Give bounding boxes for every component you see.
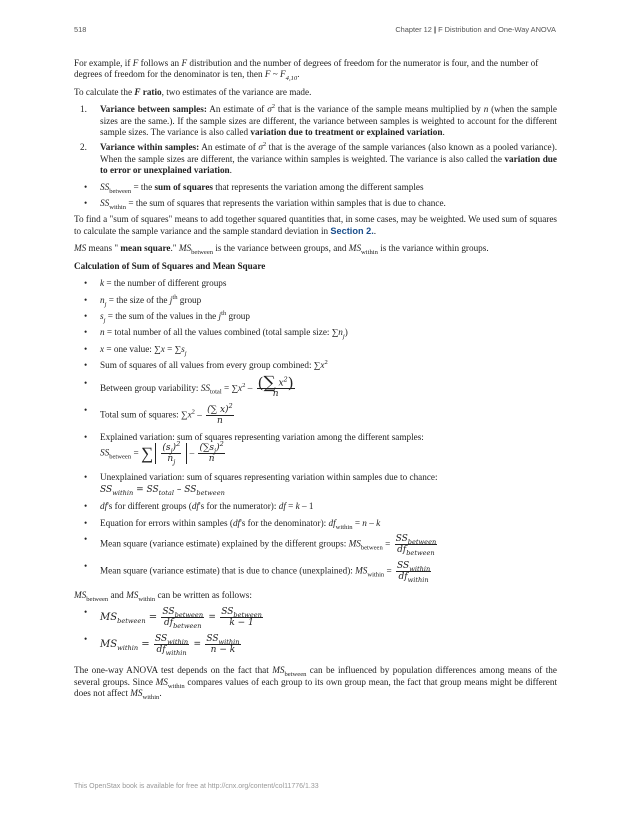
page-content [74,58,557,706]
ms-between-f1: $SS_{between}$ $df_{between}$ [162,607,204,631]
ms-within-formula: • $MS_{within}$ = $SS_{within}$ $df_{within}$ = $SS_{within}$ n − k [74,634,557,655]
ms-paragraph: MS means " mean square." $MS_{between}$ is the variance between groups, and $MS_{within}$ is the variance within groups. [74,243,489,257]
chapter-header [395,25,556,34]
sj-fraction: $\frac{(s_j)^2}{n_j}$ [162,440,181,467]
ms-between-def: • Mean square (variance estimate) explained by the different groups: $MS_{between}$ = $SS_{between}$ $df_{between}$ [74,534,557,555]
written-paragraph: $MS_{between}$ and $MS_{within}$ can be written as follows: [74,590,252,603]
header-separator: | [433,25,437,34]
def-sj: • $s_j$ = the sum of the values in the $j^{th}$ group [74,311,557,322]
ms-between-fraction: $SS_{between}$ $df_{between}$ [395,534,437,557]
def-n: • n = total number of all the values combined (total sample size: $\sum n_j$) [74,327,557,338]
total-ss-fraction: $\frac{(\sum x^2)}{n}$ [257,372,294,400]
unexplained-variation: • Unexplained variation: sum of squares representing variation within samples due to chance: $SS_{within} = SS_{total} - SS_{between}$ [74,472,557,496]
sum-squares-paragraph: To find a "sum of squares" means to add together squared quantities that, in some cases, may be weighted. We used sum of squares to calculate the sample variance and the sample standard deviation in Section 2.. [74,214,557,236]
between-group-variability: • Between group variability: $SS_{total} = \sum x^2$ – $\frac{(\sum x^2)}{n}$ [74,378,557,400]
chapter-label: Chapter 12 [395,25,432,34]
def-nj: • $n_j$ = the size of the $j^{th}$ group [74,295,557,306]
ms-within-f2: $SS_{within}$ n − k [206,634,240,656]
calc-f-paragraph: To calculate the F ratio, two estimates of the variance are made. [74,86,312,97]
section-link[interactable]: Section 2. [330,225,374,236]
section-heading: Calculation of Sum of Squares and Mean Square [74,260,266,271]
tss-fraction: $\frac{(\sum x)^2}{n}$ [207,402,233,427]
ms-within-f1: $SS_{within}$ $df_{within}$ [154,634,189,658]
intro-paragraph: For example, if F follows an F distribution and the number of degrees of freedom for the numerator is four, and the number of degrees of freedom for the denominator is ten, then F ~ $F_{4,10}$. [74,58,539,83]
df-within: • Equation for errors within samples (df's for the denominator): $df_{within} = n - k$ [74,518,557,529]
sj-total-fraction: $\frac{(\sum s_j)^2}{n}$ [199,440,224,465]
ss-between-item: • $SS_{between}$ = the sum of squares that represents the variation among the different samples [74,182,557,193]
ms-within-fraction: $SS_{within}$ $df_{within}$ [397,561,431,584]
ms-within-def: • Mean square (variance estimate) that is due to chance (unexplained): $MS_{within}$ = $SS_{within}$ $df_{within}$ [74,561,557,582]
list-item: 2. Variance within samples: An estimate of $\sigma^2$ that is the average of the sample variances (also known as a pooled variance). When the sample sizes are different, the variance within samples is weighted. The variance is also called the variation due to error or unexplained variation. [80,141,557,176]
ss-between-bracket [155,440,187,467]
def-x: • x = one value: $\sum x = \sum s_j$ [74,344,557,355]
variance-list [74,104,557,176]
def-sum-squares: • Sum of squares of all values from every group combined: $\sum x^2$ [74,360,557,371]
df-groups: • df's for different groups (df's for the numerator): df = k – 1 [74,501,557,512]
def-k: • k = the number of different groups [74,278,557,289]
ms-between-formula: • $MS_{between}$ = $SS_{between}$ $df_{between}$ = $SS_{between}$ k − 1 [74,607,557,628]
ms-between-f2: $SS_{between}$ k − 1 [221,607,262,629]
page-number: 518 [74,25,87,34]
explained-variation: • Explained variation: sum of squares representing variation among the different samples: $SS_{between}$ = ∑ $\frac{(s_j)^2}{n_j}$ – $\frac{(\sum s_j)^2}{n}$ [74,432,557,464]
page-footer: This OpenStax book is available for free at http://cnx.org/content/col11776/1.33 [74,783,319,790]
final-paragraph: The one-way ANOVA test depends on the fact that $MS_{between}$ can be influenced by population differences among means of the several groups. Since $MS_{within}$ compares values of each group to its own group mean, the fact that group means might be different does not affect $MS_{within}$. [74,665,557,702]
list-item: 1. Variance between samples: An estimate of $\sigma^2$ that is the variance of the sample means multiplied by n (when the sample sizes are the same.). If the sample sizes are different, the variance between samples is weighted to account for the different sample sizes. The variance is also called variation due to treatment or explained variation. [80,103,557,138]
chapter-title: F Distribution and One-Way ANOVA [438,25,556,34]
ss-within-item: • $SS_{within}$ = the sum of squares that represents the variation within samples that is due to chance. [74,198,557,209]
total-sum-of-squares: • Total sum of squares: $\sum x^2$ – $\frac{(\sum x)^2}{n}$ [74,405,557,426]
